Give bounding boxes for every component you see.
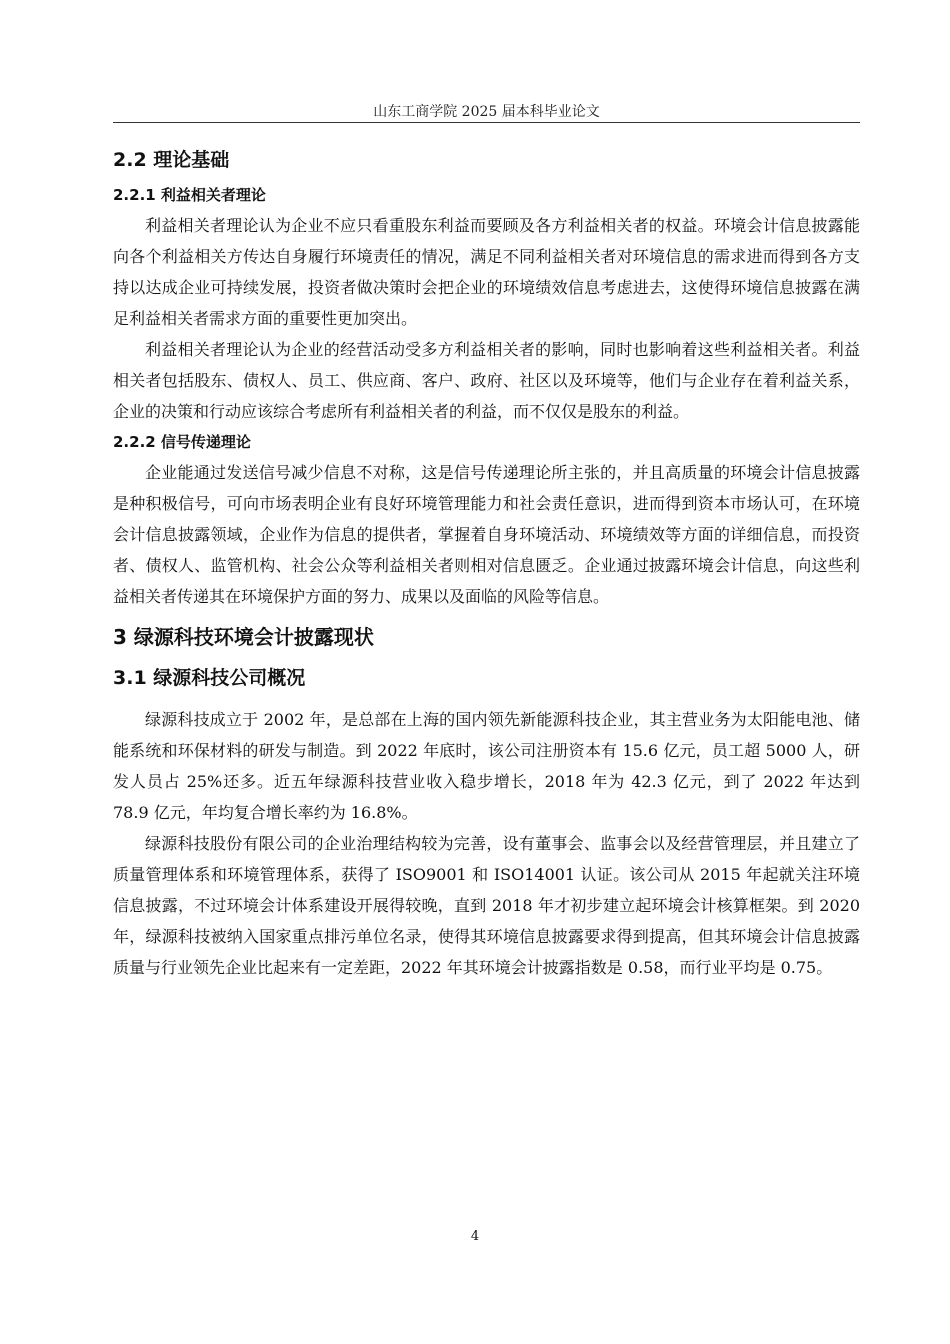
chapter-heading-3: 3 绿源科技环境会计披露现状 <box>113 625 374 649</box>
body-paragraph: 绿源科技成立于 2002 年，是总部在上海的国内领先新能源科技企业，其主营业务为太阳能电池、储能系统和环保材料的研发与制造。到 2022 年底时，该公司注册资本有 15.6 亿元，员工超 5000 人，研发人员占 25%还多。近五年绿源科技营业收入稳步增长，2018 年为 42.3 亿元，到了 2022 年达到 78.9 亿元，年均复合增长率约为 16.8%。 <box>113 710 860 822</box>
section-heading-2-2: 2.2 理论基础 <box>113 149 230 171</box>
page-content <box>113 140 860 983</box>
body-paragraph: 企业能通过发送信号减少信息不对称，这是信号传递理论所主张的，并且高质量的环境会计信息披露是种积极信号，可向市场表明企业有良好环境管理能力和社会责任意识，进而得到资本市场认可，在环境会计信息披露领域，企业作为信息的提供者，掌握着自身环境活动、环境绩效等方面的详细信息，而投资者、债权人、监管机构、社会公众等利益相关者则相对信息匮乏。企业通过披露环境会计信息，向这些利益相关者传递其在环境保护方面的努力、成果以及面临的风险等信息。 <box>113 463 860 606</box>
section-heading-2-2-1: 2.2.1 利益相关者理论 <box>113 186 266 204</box>
body-paragraph: 利益相关者理论认为企业不应只看重股东利益而要顾及各方利益相关者的权益。环境会计信息披露能向各个利益相关方传达自身履行环境责任的情况，满足不同利益相关者对环境信息的需求进而得到各方支持以达成企业可持续发展，投资者做决策时会把企业的环境绩效信息考虑进去，这使得环境信息披露在满足利益相关者需求方面的重要性更加突出。 <box>113 216 860 328</box>
page-number: 4 <box>470 1229 480 1244</box>
header-rule <box>113 122 860 123</box>
body-paragraph: 绿源科技股份有限公司的企业治理结构较为完善，设有董事会、监事会以及经营管理层，并且建立了质量管理体系和环境管理体系，获得了 ISO9001 和 ISO14001 认证。该公司从 2015 年起就关注环境信息披露，不过环境会计体系建设开展得较晚，直到 2018 年才初步建立起环境会计核算框架。到 2020 年，绿源科技被纳入国家重点排污单位名录，使得其环境信息披露要求得到提高，但其环境会计信息披露质量与行业领先企业比起来有一定差距，2022 年其环境会计披露指数是 0.58，而行业平均是 0.75。 <box>113 834 860 977</box>
section-heading-2-2-2: 2.2.2 信号传递理论 <box>113 433 251 451</box>
body-paragraph: 利益相关者理论认为企业的经营活动受多方利益相关者的影响，同时也影响着这些利益相关者。利益相关者包括股东、债权人、员工、供应商、客户、政府、社区以及环境等，他们与企业存在着利益关系，企业的决策和行动应该综合考虑所有利益相关者的利益，而不仅仅是股东的利益。 <box>113 340 860 421</box>
running-header: 山东工商学院 2025 届本科毕业论文 <box>373 104 600 120</box>
section-heading-3-1: 3.1 绿源科技公司概况 <box>113 667 306 689</box>
